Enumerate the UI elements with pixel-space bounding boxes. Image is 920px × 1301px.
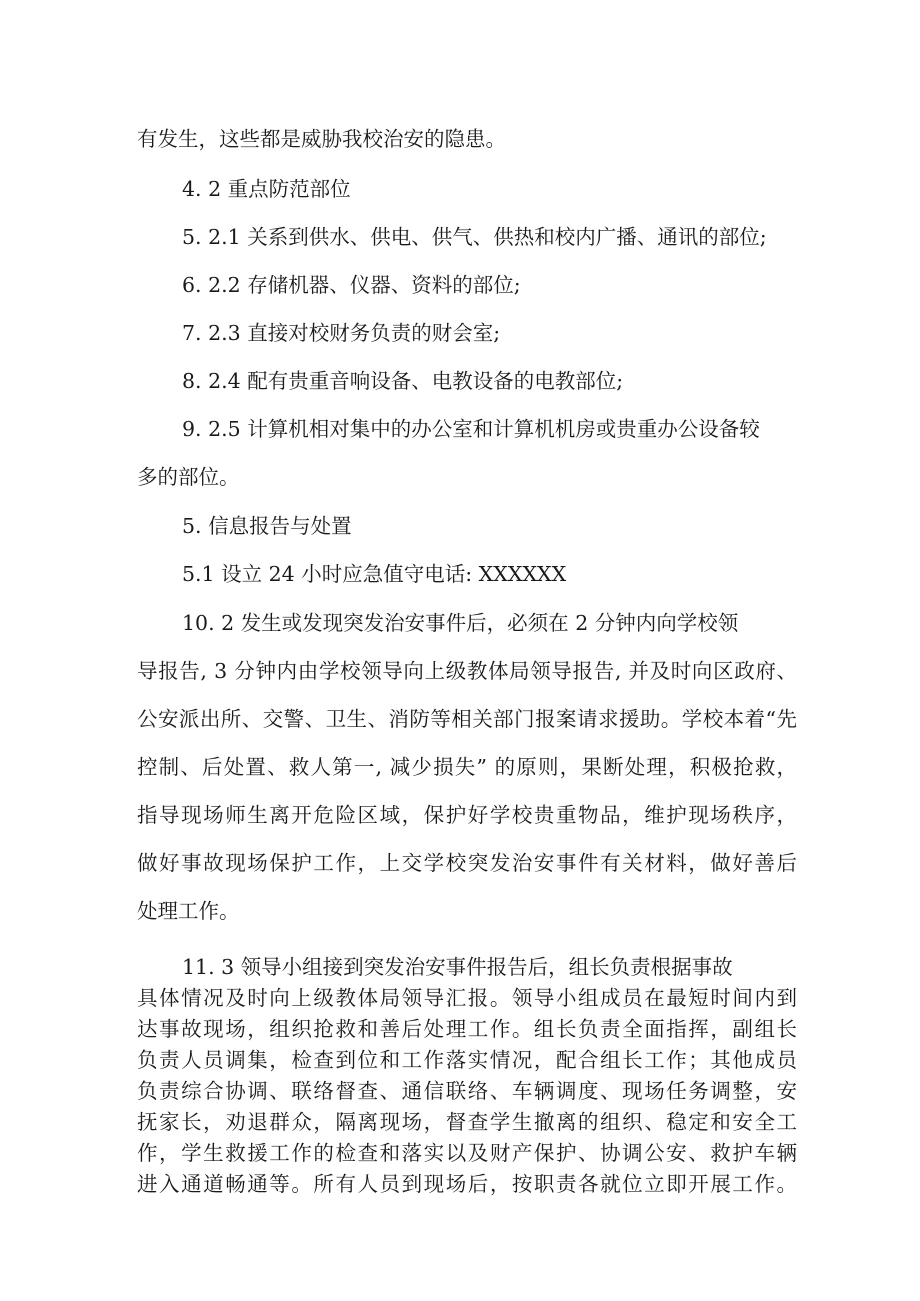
list-item: 5. 2.1 关系到供水、供电、供气、供热和校内广播、通讯的部位; [182, 225, 767, 249]
text-line: 具体情况及时向上级教体局领导汇报。领导小组成员在最短时间内到 [137, 986, 797, 1010]
text-line: 控制、后处置、救人第一, 减少损失” 的原则，果断处理，积极抢救， [137, 755, 797, 779]
section-heading: 4. 2 重点防范部位 [182, 177, 351, 201]
text-line: 做好事故现场保护工作，上交学校突发治安事件有关材料，做好善后 [137, 851, 797, 875]
text-line: 抚家长，劝退群众，隔离现场，督查学生撤离的组织、稳定和安全工 [137, 1110, 797, 1134]
text-line: 指导现场师生离开危险区域，保护好学校贵重物品，维护现场秩序， [137, 803, 797, 827]
section-heading: 5. 信息报告与处置 [182, 514, 352, 538]
list-item: 9. 2.5 计算机相对集中的办公室和计算机机房或贵重办公设备较 [182, 417, 760, 441]
text-line: 5.1 设立 24 小时应急值守电话: XXXXXX [182, 562, 567, 586]
text-line: 多的部位。 [137, 465, 240, 489]
list-item: 8. 2.4 配有贵重音响设备、电教设备的电教部位; [182, 369, 624, 393]
paragraph-start: 11. 3 领导小组接到突发治安事件报告后，组长负责根据事故 [182, 955, 733, 979]
list-item: 6. 2.2 存储机器、仪器、资料的部位; [182, 273, 521, 297]
text-line: 导报告, 3 分钟内由学校领导向上级教体局领导报告, 并及时向区政府、 [137, 659, 797, 683]
paragraph-start: 10. 2 发生或发现突发治安事件后，必须在 2 分钟内向学校领 [182, 611, 739, 635]
text-line: 负责综合协调、联络督查、通信联络、车辆调度、现场任务调整，安 [137, 1079, 797, 1103]
list-item: 7. 2.3 直接对校财务负责的财会室; [182, 321, 501, 345]
text-line: 达事故现场，组织抢救和善后处理工作。组长负责全面指挥，副组长 [137, 1017, 797, 1041]
text-line: 处理工作。 [137, 899, 240, 923]
text-line: 公安派出所、交警、卫生、消防等相关部门报案请求援助。学校本着“先 [137, 707, 797, 731]
text-line: 有发生，这些都是威胁我校治安的隐患。 [137, 127, 506, 151]
text-line: 进入通道畅通等。所有人员到现场后，按职责各就位立即开展工作。 [137, 1172, 797, 1196]
text-line: 负责人员调集，检查到位和工作落实情况，配合组长工作；其他成员 [137, 1048, 797, 1072]
text-line: 作，学生救援工作的检查和落实以及财产保护、协调公安、救护车辆 [137, 1141, 797, 1165]
